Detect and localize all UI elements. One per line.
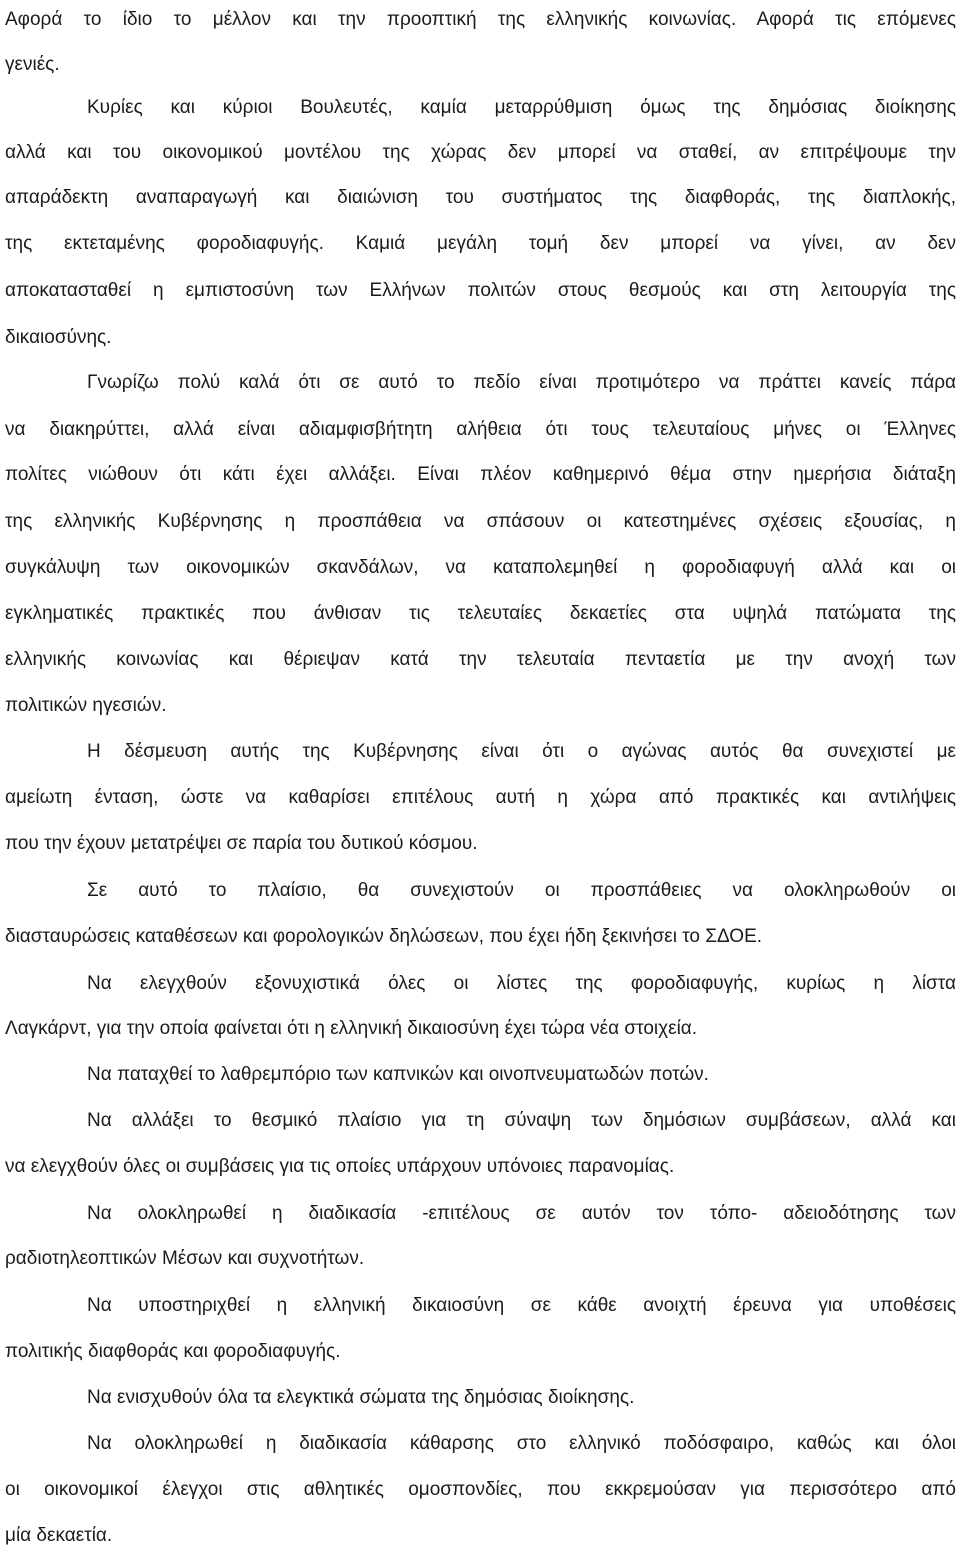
paragraph-line: Αφορά το ίδιο το μέλλον και την προοπτική της ελληνικής κοινωνίας. Αφορά τις επόμενες: [5, 9, 956, 30]
paragraph-line: μία δεκαετία.: [5, 1525, 113, 1546]
paragraph-line: Να ολοκληρωθεί η διαδικασία -επιτέλους σε αυτόν τον τόπο- αδειοδότησης των: [87, 1203, 956, 1224]
paragraph-line: αλλά και του οικονομικού μοντέλου της χώρας δεν μπορεί να σταθεί, αν επιτρέψουμε την: [5, 142, 956, 163]
paragraph-line: που την έχουν μετατρέψει σε παρία του δυτικού κόσμου.: [5, 833, 478, 854]
paragraph-line: Να ενισχυθούν όλα τα ελεγκτικά σώματα της δημόσιας διοίκησης.: [87, 1387, 635, 1408]
paragraph-line: Η δέσμευση αυτής της Κυβέρνησης είναι ότι ο αγώνας αυτός θα συνεχιστεί με: [87, 741, 956, 762]
paragraph-line: απαράδεκτη αναπαραγωγή και διαιώνιση του συστήματος της διαφθοράς, της διαπλοκής,: [5, 187, 956, 208]
paragraph-line: Να αλλάξει το θεσμικό πλαίσιο για τη σύναψη των δημόσιων συμβάσεων, αλλά και: [87, 1110, 956, 1131]
paragraph-line: Να παταχθεί το λαθρεμπόριο των καπνικών και οινοπνευματωδών ποτών.: [87, 1064, 709, 1085]
paragraph-line: συγκάλυψη των οικονομικών σκανδάλων, να καταπολεμηθεί η φοροδιαφυγή αλλά και οι: [5, 557, 956, 578]
paragraph-line: ραδιοτηλεοπτικών Μέσων και συχνοτήτων.: [5, 1248, 365, 1269]
paragraph-line: γενιές.: [5, 54, 60, 75]
paragraph-line: Να ολοκληρωθεί η διαδικασία κάθαρσης στο ελληνικό ποδόσφαιρο, καθώς και όλοι: [87, 1433, 956, 1454]
paragraph-line: ελληνικής κοινωνίας και θέριεψαν κατά την τελευταία πενταετία με την ανοχή των: [5, 649, 956, 670]
paragraph-line: οι οικονομικοί έλεγχοι στις αθλητικές ομοσπονδίες, που εκκρεμούσαν για περισσότερο από: [5, 1479, 956, 1500]
paragraph-line: Να ελεγχθούν εξονυχιστικά όλες οι λίστες της φοροδιαφυγής, κυρίως η λίστα: [87, 973, 956, 994]
paragraph-line: Κυρίες και κύριοι Βουλευτές, καμία μεταρρύθμιση όμως της δημόσιας διοίκησης: [87, 97, 956, 118]
paragraph-line: πολιτικής διαφθοράς και φοροδιαφυγής.: [5, 1341, 341, 1362]
paragraph-line: Γνωρίζω πολύ καλά ότι σε αυτό το πεδίο είναι προτιμότερο να πράττει κανείς πάρα: [87, 372, 956, 393]
paragraph-line: αποκατασταθεί η εμπιστοσύνη των Ελλήνων πολιτών στους θεσμούς και στη λειτουργία της: [5, 280, 956, 301]
paragraph-line: αμείωτη ένταση, ώστε να καθαρίσει επιτέλους αυτή η χώρα από πρακτικές και αντιλήψεις: [5, 787, 956, 808]
paragraph-line: να διακηρύττει, αλλά είναι αδιαμφισβήτητη αλήθεια ότι τους τελευταίους μήνες οι Έλληνες: [5, 419, 956, 440]
paragraph-line: πολίτες νιώθουν ότι κάτι έχει αλλάξει. Είναι πλέον καθημερινό θέμα στην ημερήσια διάταξη: [5, 464, 956, 485]
paragraph-line: εγκληματικές πρακτικές που άνθισαν τις τελευταίες δεκαετίες στα υψηλά πατώματα της: [5, 603, 956, 624]
paragraph-line: της ελληνικής Κυβέρνησης η προσπάθεια να σπάσουν οι κατεστημένες σχέσεις εξουσίας, η: [5, 511, 956, 532]
paragraph-line: διασταυρώσεις καταθέσεων και φορολογικών δηλώσεων, που έχει ήδη ξεκινήσει το ΣΔΟΕ.: [5, 926, 763, 947]
paragraph-line: δικαιοσύνης.: [5, 327, 112, 348]
paragraph-line: Σε αυτό το πλαίσιο, θα συνεχιστούν οι προσπάθειες να ολοκληρωθούν οι: [87, 880, 956, 901]
paragraph-line: να ελεγχθούν όλες οι συμβάσεις για τις οποίες υπάρχουν υπόνοιες παρανομίας.: [5, 1156, 675, 1177]
paragraph-line: πολιτικών ηγεσιών.: [5, 695, 167, 716]
paragraph-line: Λαγκάρντ, για την οποία φαίνεται ότι η ελληνική δικαιοσύνη έχει τώρα νέα στοιχεία.: [5, 1018, 698, 1039]
paragraph-line: της εκτεταμένης φοροδιαφυγής. Καμιά μεγάλη τομή δεν μπορεί να γίνει, αν δεν: [5, 233, 956, 254]
paragraph-line: Να υποστηριχθεί η ελληνική δικαιοσύνη σε κάθε ανοιχτή έρευνα για υποθέσεις: [87, 1295, 956, 1316]
